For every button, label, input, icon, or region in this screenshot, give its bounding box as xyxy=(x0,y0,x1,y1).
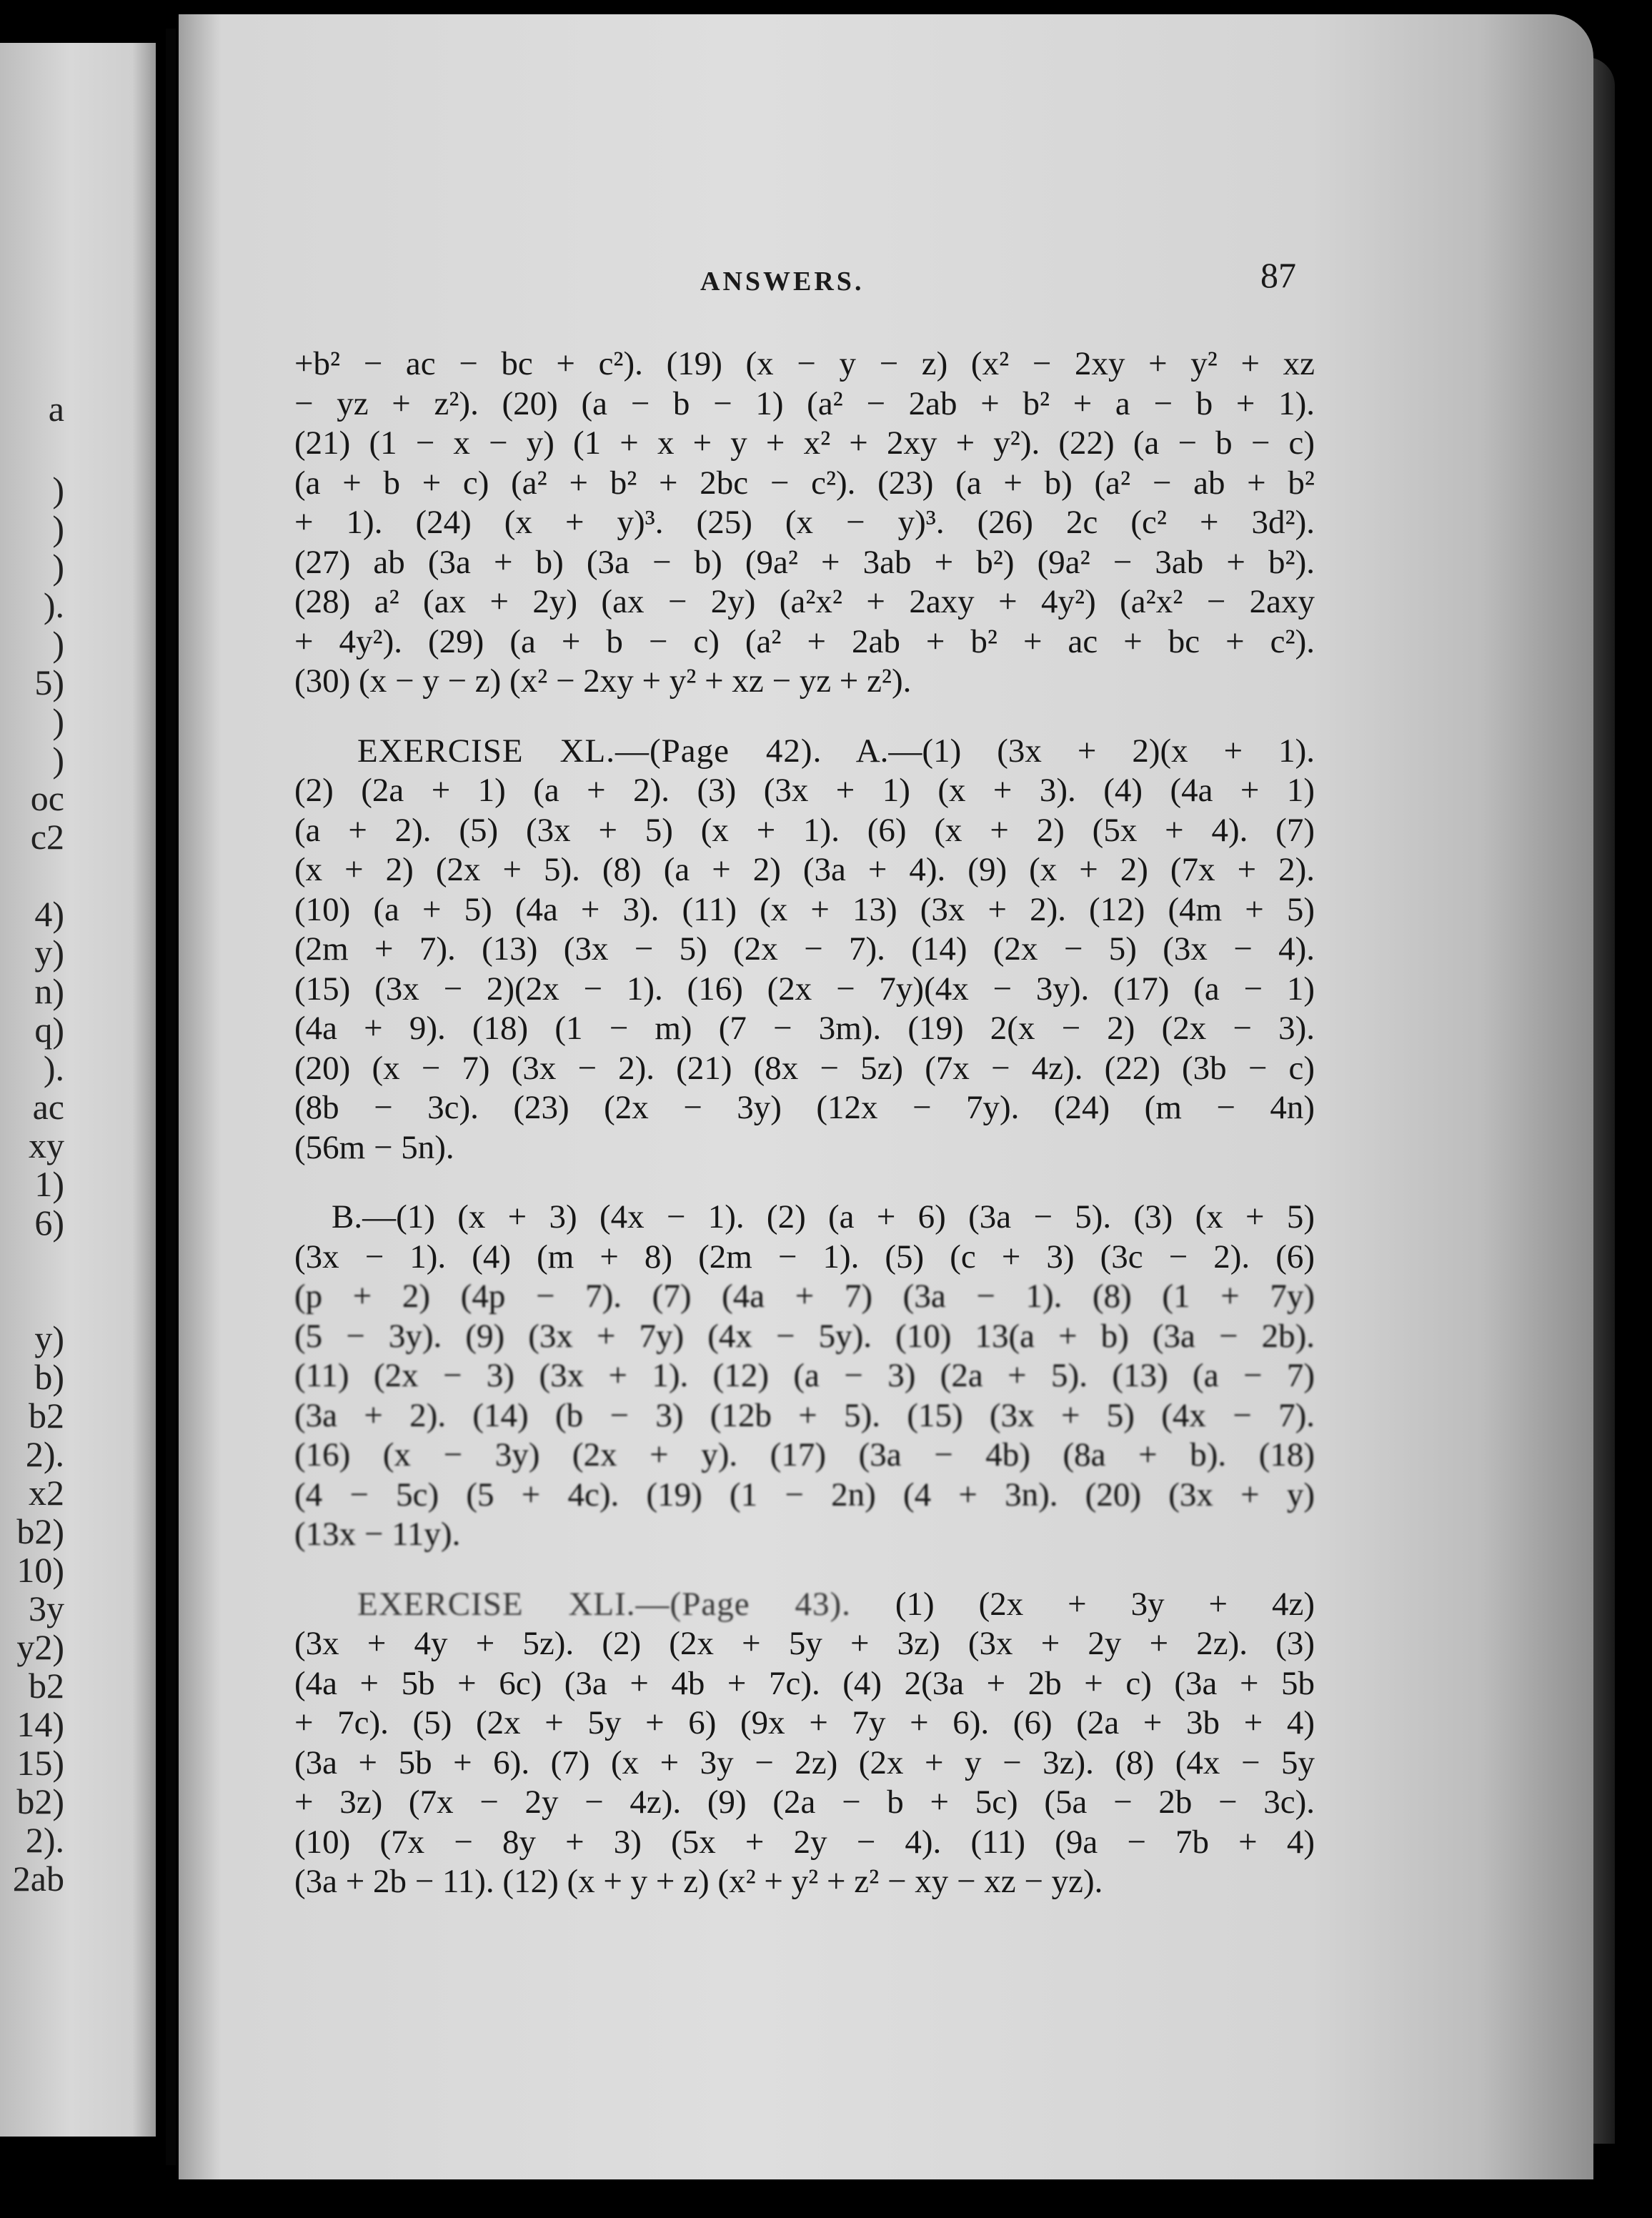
answer-line: (p + 2) (4p − 7). (7) (4a + 7) (3a − 1). (8) (1 + 7y) xyxy=(294,1278,1315,1315)
answer-line: B.—(1) (x + 3) (4x − 1). (2) (a + 6) (3a − 5). (3) (x + 5) xyxy=(332,1198,1315,1235)
left-fragment-text: b2 xyxy=(29,1396,64,1436)
answer-line: + 3z) (7x − 2y − 4z). (9) (2a − b + 5c) (5a − 2b − 3c). xyxy=(294,1784,1315,1821)
answer-line: (2) (2a + 1) (a + 2). (3) (3x + 1) (x + 3). (4) (4a + 1) xyxy=(294,772,1315,809)
left-fragment-text: a xyxy=(48,389,64,429)
left-fragment-text: 15) xyxy=(16,1743,64,1783)
answer-line: +b² − ac − bc + c²). (19) (x − y − z) (x² − 2xy + y² + xz xyxy=(294,345,1315,382)
answer-line: (3a + 2b − 11). (12) (x + y + z) (x² + y² + z² − xy − xz − yz). xyxy=(294,1863,1103,1900)
answer-line: (20) (x − 7) (3x − 2). (21) (8x − 5z) (7x − 4z). (22) (3b − c) xyxy=(294,1049,1315,1087)
left-fragment-text: ) xyxy=(52,547,64,587)
left-fragment-text: ) xyxy=(52,469,64,509)
answer-line: (a + b + c) (a² + b² + 2bc − c²). (23) (a + b) (a² − ab + b² xyxy=(294,464,1315,502)
left-fragment-text: b2) xyxy=(16,1511,64,1551)
answer-line: (30) (x − y − z) (x² − 2xy + y² + xz − yz + z²). xyxy=(294,662,912,700)
left-fragment-text: b) xyxy=(34,1357,64,1397)
left-fragment-text: 2). xyxy=(25,1820,64,1860)
left-fragment-text: 14) xyxy=(16,1704,64,1744)
left-page-fragment xyxy=(0,43,156,2137)
answer-line: (8b − 3c). (23) (2x − 3y) (12x − 7y). (24) (m − 4n) xyxy=(294,1089,1315,1126)
answer-line: (3a + 2). (14) (b − 3) (12b + 5). (15) (3x + 5) (4x − 7). xyxy=(294,1396,1315,1434)
left-fragment-text: c2 xyxy=(30,817,64,857)
left-fragment-text: y) xyxy=(34,933,64,973)
answer-line: (3a + 5b + 6). (7) (x + 3y − 2z) (2x + y − 3z). (8) (4x − 5y xyxy=(294,1744,1315,1781)
left-fragment-text: oc xyxy=(30,778,64,818)
answer-line: (1) (2x + 3y + 4z) xyxy=(895,1585,1315,1623)
answer-line: + 4y²). (29) (a + b − c) (a² + 2ab + b² + ac + bc + c²). xyxy=(294,622,1315,660)
exercise-xli-title: EXERCISE XLI.—(Page 43). xyxy=(357,1585,851,1623)
exercise-xli-heading-line xyxy=(294,1585,1315,1625)
answer-line: (3x + 4y + 5z). (2) (2x + 5y + 3z) (3x + 2y + 2z). (3) xyxy=(294,1625,1315,1662)
answer-line: + 1). (24) (x + y)³. (25) (x − y)³. (26) 2c (c² + 3d²). xyxy=(294,504,1315,541)
answer-line: (56m − 5n). xyxy=(294,1128,454,1166)
exercise-xl-heading-line xyxy=(294,732,1315,772)
left-fragment-text: ac xyxy=(32,1087,64,1127)
left-fragment-text: 4) xyxy=(34,894,64,934)
answer-line: (16) (x − 3y) (2x + y). (17) (3a − 4b) (8a + b). (18) xyxy=(294,1436,1315,1473)
answer-line: + 7c). (5) (2x + 5y + 6) (9x + 7y + 6). (6) (2a + 3b + 4) xyxy=(294,1704,1315,1741)
left-fragment-text: y) xyxy=(34,1318,64,1358)
answer-line: (4 − 5c) (5 + 4c). (19) (1 − 2n) (4 + 3n). (20) (3x + y) xyxy=(294,1476,1315,1513)
answer-line: (28) a² (ax + 2y) (ax − 2y) (a²x² + 2axy + 4y²) (a²x² − 2axy xyxy=(294,583,1315,620)
left-fragment-text: b2 xyxy=(29,1666,64,1706)
page-number: 87 xyxy=(1260,255,1296,295)
left-fragment-text: n) xyxy=(34,971,64,1011)
running-head: ANSWERS. xyxy=(700,267,865,297)
left-fragment-text: 3y xyxy=(29,1588,64,1628)
left-fragment-text: x2 xyxy=(29,1473,64,1513)
answer-line: A.—(1) (3x + 2)(x + 1). xyxy=(855,732,1315,770)
left-fragment-text: ). xyxy=(43,585,64,625)
left-fragment-text: 6) xyxy=(34,1203,64,1243)
answer-line: (x + 2) (2x + 5). (8) (a + 2) (3a + 4). (9) (x + 2) (7x + 2). xyxy=(294,851,1315,888)
answer-line: (10) (7x − 8y + 3) (5x + 2y − 4). (11) (9a − 7b + 4) xyxy=(294,1823,1315,1861)
answer-line: (15) (3x − 2)(2x − 1). (16) (2x − 7y)(4x − 3y). (17) (a − 1) xyxy=(294,970,1315,1008)
left-fragment-text: xy xyxy=(29,1125,64,1165)
answer-line: (4a + 9). (18) (1 − m) (7 − 3m). (19) 2(x − 2) (2x − 3). xyxy=(294,1010,1315,1047)
answer-line: (11) (2x − 3) (3x + 1). (12) (a − 3) (2a + 5). (13) (a − 7) xyxy=(294,1357,1315,1394)
exercise-xl-title: EXERCISE XL.—(Page 42). xyxy=(357,732,822,770)
answer-line: (27) ab (3a + b) (3a − b) (9a² + 3ab + b²) (9a² − 3ab + b²). xyxy=(294,543,1315,581)
answer-line: (2m + 7). (13) (3x − 5) (2x − 7). (14) (2x − 5) (3x − 4). xyxy=(294,930,1315,968)
left-fragment-text: 10) xyxy=(16,1550,64,1590)
left-fragment-text: 2). xyxy=(25,1434,64,1474)
answer-line: (a + 2). (5) (3x + 5) (x + 1). (6) (x + 2) (5x + 4). (7) xyxy=(294,811,1315,849)
left-fragment-text: 2ab xyxy=(12,1859,64,1899)
answer-line: (10) (a + 5) (4a + 3). (11) (x + 13) (3x + 2). (12) (4m + 5) xyxy=(294,890,1315,928)
left-fragment-text: ) xyxy=(52,740,64,780)
answer-line: (21) (1 − x − y) (1 + x + y + x² + 2xy + y²). (22) (a − b − c) xyxy=(294,424,1315,462)
answer-line: − yz + z²). (20) (a − b − 1) (a² − 2ab + b² + a − b + 1). xyxy=(294,384,1315,422)
left-fragment-text: y2) xyxy=(16,1627,64,1667)
left-fragment-text: ) xyxy=(52,508,64,548)
answer-line: (3x − 1). (4) (m + 8) (2m − 1). (5) (c + 3) (3c − 2). (6) xyxy=(294,1238,1315,1275)
left-fragment-text: q) xyxy=(34,1010,64,1050)
answer-line: (5 − 3y). (9) (3x + 7y) (4x − 5y). (10) 13(a + b) (3a − 2b). xyxy=(294,1317,1315,1355)
left-fragment-text: ) xyxy=(52,701,64,741)
book-gutter xyxy=(166,29,176,2165)
left-fragment-text: ). xyxy=(43,1048,64,1088)
left-fragment-text: 5) xyxy=(34,662,64,702)
answer-line: (13x − 11y). xyxy=(294,1516,461,1553)
left-fragment-text: b2) xyxy=(16,1781,64,1821)
answer-line: (4a + 5b + 6c) (3a + 4b + 7c). (4) 2(3a + 2b + c) (3a + 5b xyxy=(294,1664,1315,1702)
answers-text-block xyxy=(294,344,1315,1902)
left-fragment-text: ) xyxy=(52,624,64,664)
left-fragment-text: 1) xyxy=(34,1164,64,1204)
